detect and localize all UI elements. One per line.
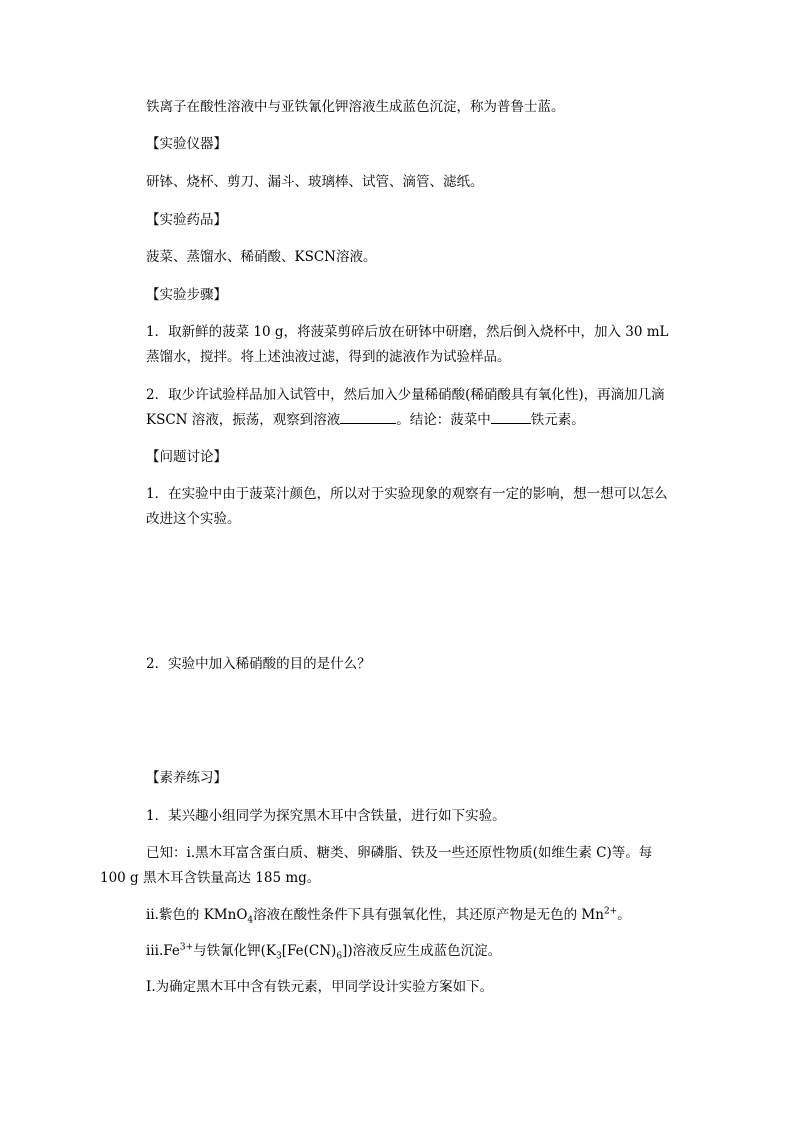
question2: 2．实验中加入稀硝酸的目的是什么？ — [146, 656, 371, 672]
known-iii-subscript-2: 6 — [336, 951, 343, 962]
question1-line1: 1．在实验中由于菠菜汁颜色，所以对于实验现象的观察有一定的影响，想一想可以怎么 — [146, 486, 668, 502]
answer-blank-phenomenon[interactable] — [340, 409, 396, 424]
known-ii-superscript: 2+ — [603, 906, 618, 917]
known-iii-subscript-1: 3 — [276, 951, 282, 962]
step2-text-a: KSCN 溶液，振荡，观察到溶液 — [146, 412, 341, 428]
known-ii-text-b: 溶液在酸性条件下具有强氧化性，其还原产物是无色的 Mn — [253, 907, 604, 923]
known-iii-text-b: 与铁氰化钾(K — [193, 943, 277, 959]
answer-blank-conclusion[interactable] — [491, 409, 531, 424]
practice-heading: 【素养练习】 — [146, 770, 227, 786]
reagents-heading: 【实验药品】 — [146, 212, 227, 228]
known-ii-subscript: 4 — [247, 915, 254, 926]
known-ii — [146, 905, 666, 925]
discussion-heading: 【问题讨论】 — [146, 449, 227, 465]
part1-text: Ⅰ.为确定黑木耳中含有铁元素，甲同学设计实验方案如下。 — [146, 979, 494, 995]
step2-line1: 2．取少许试验样品加入试管中，然后加入少量稀硝酸(稀硝酸具有氧化性)，再滴加几滴 — [146, 387, 665, 403]
known-line1: 已知：ⅰ.黑木耳富含蛋白质、糖类、卵磷脂、铁及一些还原性物质(如维生素 C)等。每 — [146, 845, 653, 861]
known-ii-text-a: ⅱ.紫色的 KMnO — [146, 907, 248, 923]
known-iii-text-a: ⅲ.Fe — [146, 943, 180, 959]
known-iii-text-d: ])溶液反应生成蓝色沉淀。 — [342, 943, 502, 959]
instruments-text: 研钵、烧杯、剪刀、漏斗、玻璃棒、试管、滴管、滤纸。 — [146, 174, 484, 190]
step1-line2: 蒸馏水，搅拌。将上述浊液过滤，得到的滤液作为试验样品。 — [146, 349, 511, 365]
step2-text-b: 。结论：菠菜中 — [396, 412, 491, 428]
reagents-text: 菠菜、蒸馏水、稀硝酸、KSCN溶液。 — [146, 249, 377, 265]
known-ii-text-c: 。 — [617, 907, 631, 923]
known-iii-superscript: 3+ — [179, 942, 194, 953]
steps-heading: 【实验步骤】 — [146, 287, 227, 303]
step2-text-c: 铁元素。 — [530, 412, 585, 428]
question1-line2: 改进这个实验。 — [146, 511, 241, 527]
practice-problem1: 1．某兴趣小组同学为探究黑木耳中含铁量，进行如下实验。 — [146, 808, 506, 824]
instruments-heading: 【实验仪器】 — [146, 136, 227, 152]
known-iii-text-c: [Fe(CN) — [281, 943, 337, 959]
step2-line2 — [146, 409, 666, 430]
known-line2: 100 g 黑木耳含铁量高达 185 mg。 — [100, 870, 321, 886]
intro-text: 铁离子在酸性溶液中与亚铁氰化钾溶液生成蓝色沉淀，称为普鲁士蓝。 — [146, 99, 565, 115]
known-iii — [146, 941, 666, 961]
step1-line1: 1．取新鲜的菠菜 10 g，将菠菜剪碎后放在研钵中研磨，然后倒入烧杯中，加入 30 mL — [146, 324, 669, 340]
